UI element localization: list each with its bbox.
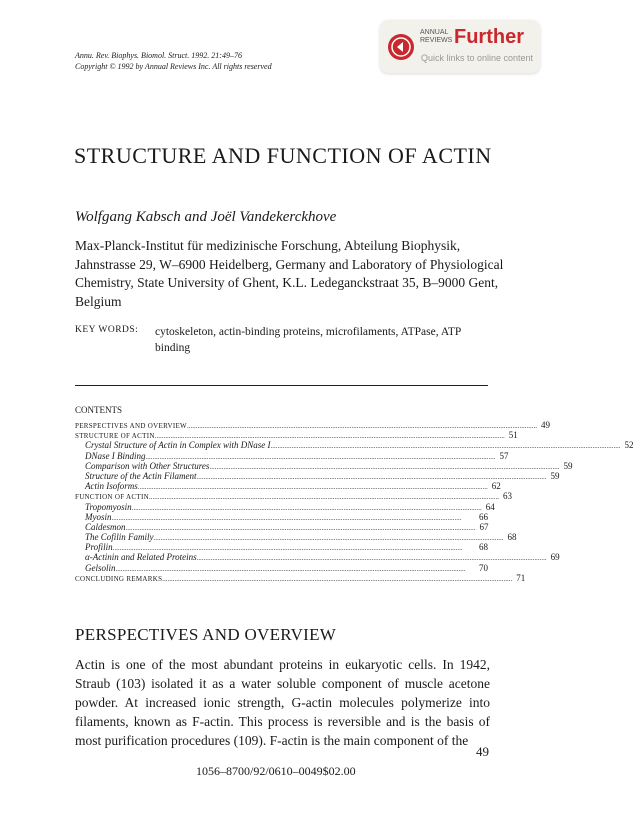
journal-line-2: Copyright © 1992 by Annual Reviews Inc. All rights reserved bbox=[75, 62, 272, 71]
toc-entry-label: Actin Isoforms bbox=[85, 481, 138, 492]
toc-leader: ........................................................................................................................................................................................................ bbox=[186, 422, 537, 430]
toc-entry[interactable] bbox=[75, 450, 509, 461]
toc-entry-label: Comparison with Other Structures bbox=[85, 460, 210, 471]
affiliation: Max-Planck-Institut für medizinische Forschung, Abteilung Biophysik, Jahnstrasse 29, W–6900 Heidelberg, Germany and Laboratory of Physiological Chemistry, State University of Ghent, K.L. Ledeganckstraat 35, B–9000 Gent, Belgium bbox=[75, 238, 504, 309]
annual-reviews-logo bbox=[420, 29, 452, 45]
toc-entry[interactable] bbox=[75, 440, 634, 451]
quick-links-label: Quick links to online content bbox=[421, 53, 534, 63]
toc-leader: ........................................................................................................................................................................................................ bbox=[270, 442, 621, 451]
toc-leader: ........................................................................................................................................................................................................ bbox=[115, 564, 466, 573]
toc-entry[interactable] bbox=[75, 563, 488, 573]
toc-leader: ........................................................................................................................................................................................................ bbox=[162, 574, 513, 583]
toc-entry[interactable] bbox=[75, 572, 526, 583]
toc-entry-label: Profilin bbox=[85, 542, 113, 553]
toc-entry-label: The Cofilin Family bbox=[85, 532, 154, 543]
footer-code: 1056–8700/92/0610–0049$02.00 bbox=[196, 764, 356, 778]
toc-leader: ........................................................................................................................................................................................................ bbox=[131, 503, 482, 512]
toc-entry[interactable] bbox=[75, 552, 560, 563]
toc-leader: ........................................................................................................................................................................................................ bbox=[125, 523, 476, 532]
toc-entry[interactable] bbox=[75, 491, 512, 502]
toc-leader: ........................................................................................................................................................................................................ bbox=[145, 452, 496, 461]
section-heading: PERSPECTIVES AND OVERVIEW bbox=[75, 625, 337, 644]
toc-entry-page: 57 bbox=[499, 450, 509, 461]
authors: Wolfgang Kabsch and Joël Vandekerckhove bbox=[75, 209, 337, 225]
toc-entry-page: 64 bbox=[485, 501, 495, 512]
toc-entry-label: Tropomyosin bbox=[85, 501, 132, 512]
toc-entry-label: α-Actinin and Related Proteins bbox=[85, 552, 197, 563]
toc-entry-label: FUNCTION OF ACTIN bbox=[75, 493, 149, 502]
toc-entry-page: 52 bbox=[624, 440, 634, 451]
toc-leader: ........................................................................................................................................................................................................ bbox=[196, 472, 547, 481]
toc-entry-label: Gelsolin bbox=[85, 562, 116, 573]
toc-entry-page: 69 bbox=[550, 552, 560, 563]
toc-entry-page: 68 bbox=[479, 542, 488, 553]
toc-entry[interactable] bbox=[75, 501, 495, 512]
toc-leader: ........................................................................................................................................................................................................ bbox=[196, 554, 547, 563]
page-number: 49 bbox=[476, 744, 489, 759]
divider bbox=[75, 385, 488, 386]
toc-entry-page: 59 bbox=[563, 460, 573, 471]
journal-citation bbox=[75, 50, 272, 72]
body-paragraph: Actin is one of the most abundant proteins in eukaryotic cells. In 1942, Straub (103) isolated it as a water soluble component of muscle acetone powder. At increased ionic strength, G-actin molecules polymerize into filaments, known as F-actin. This process is reversible and is the basis of most purification procedures (109). F-actin is the main component of the bbox=[75, 657, 490, 748]
table-of-contents bbox=[75, 420, 634, 583]
toc-entry-page: 51 bbox=[508, 430, 518, 441]
toc-entry-page: 66 bbox=[479, 511, 488, 522]
toc-entry-page: 62 bbox=[491, 481, 501, 492]
further-label: Further bbox=[454, 26, 524, 48]
toc-leader: ........................................................................................................................................................................................................ bbox=[111, 513, 462, 522]
toc-entry-page: 49 bbox=[540, 420, 550, 430]
toc-leader: ........................................................................................................................................................................................................ bbox=[112, 544, 463, 553]
play-arrow-icon bbox=[388, 34, 414, 60]
toc-entry-page: 71 bbox=[516, 572, 526, 583]
toc-entry[interactable] bbox=[75, 532, 517, 543]
toc-entry-label: PERSPECTIVES AND OVERVIEW bbox=[75, 422, 187, 430]
toc-leader: ........................................................................................................................................................................................................ bbox=[154, 432, 505, 441]
toc-leader: ........................................................................................................................................................................................................ bbox=[153, 534, 504, 543]
toc-entry[interactable] bbox=[75, 542, 488, 552]
toc-entry-page: 70 bbox=[479, 562, 488, 573]
toc-leader: ........................................................................................................................................................................................................ bbox=[137, 483, 488, 492]
further-badge[interactable] bbox=[380, 20, 540, 73]
toc-entry-label: CONCLUDING REMARKS bbox=[75, 574, 163, 583]
toc-leader: ........................................................................................................................................................................................................ bbox=[209, 462, 560, 471]
annual-label: ANNUAL bbox=[420, 29, 449, 36]
toc-entry-page: 63 bbox=[502, 491, 512, 502]
toc-entry[interactable] bbox=[75, 481, 501, 492]
toc-entry-page: 59 bbox=[550, 470, 560, 481]
keywords-label: KEY WORDS: bbox=[75, 325, 139, 335]
toc-entry-label: STRUCTURE OF ACTIN bbox=[75, 432, 155, 441]
journal-line-1: Annu. Rev. Biophys. Biomol. Struct. 1992. 21:49–76 bbox=[75, 51, 242, 60]
toc-entry-label: DNase I Binding bbox=[85, 450, 146, 461]
toc-entry[interactable] bbox=[75, 470, 560, 481]
toc-entry[interactable] bbox=[75, 460, 573, 471]
toc-entry-label: Caldesmon bbox=[85, 521, 126, 532]
toc-entry-page: 68 bbox=[507, 532, 517, 543]
toc-entry-label: Structure of the Actin Filament bbox=[85, 470, 197, 481]
contents-label: CONTENTS bbox=[75, 405, 122, 415]
toc-entry-label: Myosin bbox=[85, 511, 112, 522]
toc-entry-label: Crystal Structure of Actin in Complex with DNase I bbox=[85, 440, 271, 451]
toc-leader: ........................................................................................................................................................................................................ bbox=[148, 493, 499, 502]
toc-entry[interactable] bbox=[75, 420, 550, 430]
reviews-label: REVIEWS bbox=[420, 37, 453, 44]
article-title: STRUCTURE AND FUNCTION OF ACTIN bbox=[74, 143, 492, 168]
toc-entry[interactable] bbox=[75, 522, 488, 532]
toc-entry[interactable] bbox=[75, 430, 518, 441]
toc-entry-page: 67 bbox=[479, 521, 489, 532]
toc-entry[interactable] bbox=[75, 512, 488, 522]
keywords-text: cytoskeleton, actin-binding proteins, microfilaments, ATPase, ATP binding bbox=[155, 326, 461, 354]
